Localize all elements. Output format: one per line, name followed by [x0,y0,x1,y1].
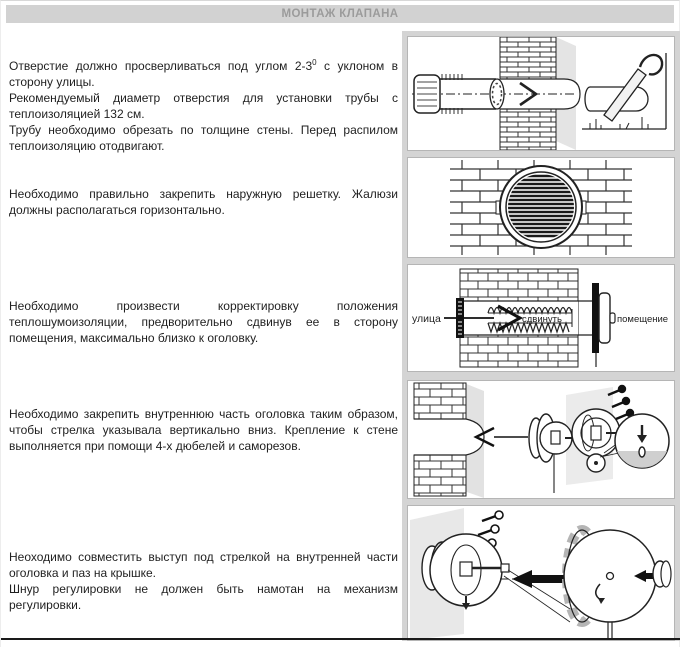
step-2-paragraph-1: Необходимо правильно закрепить наружную решетку. Жалюзи должны располагаться горизонтально. [9,187,398,217]
page-bottom-rule [1,638,680,640]
step-1-paragraph-3: Трубу необходимо обрезать по толщине стены. Перед распилом теплоизоляцию отодвигают. [9,123,398,153]
step-2-text [9,186,398,218]
step-3-paragraph-1: Необходимо произвести корректировку положения теплошумоизоляции, предворительно сдвинув ее в сторону помещения, максимально близко к оголовку. [9,299,398,345]
louvered-grille-diagram [408,158,674,257]
illustration-panel-5 [407,505,675,641]
label-room: помещение [617,314,669,325]
cover-assembly-diagram [408,506,674,640]
step-1-paragraph-2: Рекомендуемый диаметр отверстия для установки трубы с теплоизоляцией 132 см. [9,91,398,121]
pipe-through-wall-diagram [408,37,674,150]
illustration-panel-2 [407,157,675,258]
label-street: улица [412,313,441,325]
step-1-paragraph-1: Отверстие должно просверливаться под углом $2-3^0$ с уклоном в сторону улицы. [9,58,398,89]
illustration-column [402,31,680,641]
page-header-bar [6,5,674,23]
superscript-zero: 0 [312,58,317,67]
illustration-panel-3 [407,264,675,372]
wall-cross-section-diagram [408,265,674,371]
step-1-text [9,58,398,154]
step-5-paragraph-2: Шнур регулировки не должен быть намотан на механизм регулировки. [9,582,398,612]
label-shift: сдвинуть [522,314,562,325]
step-5-text [9,549,398,613]
step-5-paragraph-1: Неоходимо совместить выступ под стрелкой на внутренней части оголовка и паз на крышке. [9,550,398,580]
illustration-panel-4 [407,380,675,499]
page-title: МОНТАЖ КЛАПАНА [281,8,399,20]
inner-head-mounting-diagram [408,381,674,498]
step-3-text [9,298,398,346]
illustration-panel-1 [407,36,675,151]
step-4-text [9,406,398,454]
step-4-paragraph-1: Необходимо закрепить внутреннюю часть оголовка таким образом, чтобы стрелка указывала вертикально вниз. Крепление к стене выполняется при помощи 4-х дюбелей и саморезов. [9,407,398,453]
